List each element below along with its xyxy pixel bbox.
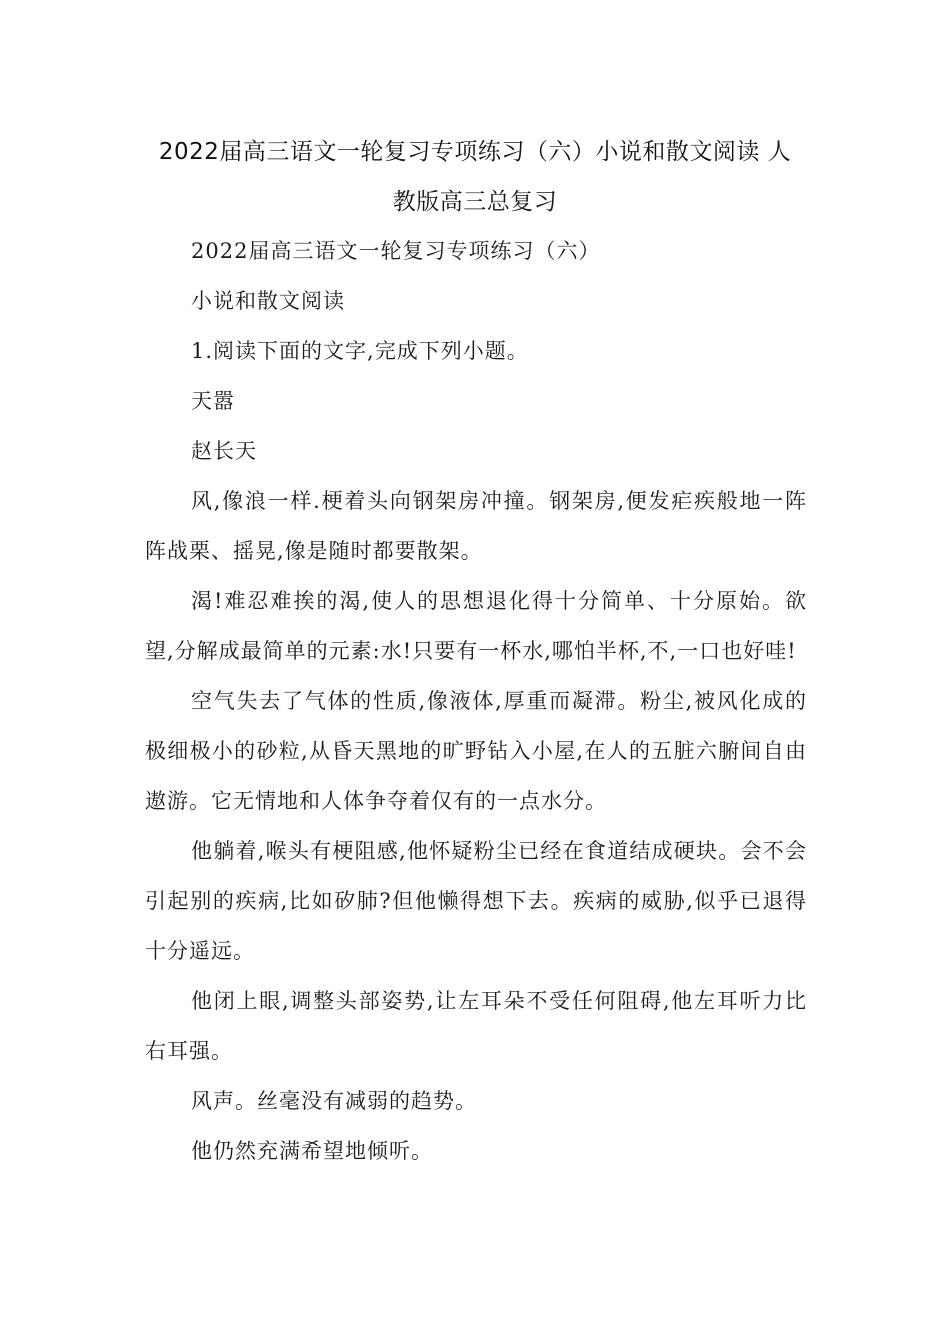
document-title [145,127,805,227]
story-paragraph: 风声。丝毫没有减弱的趋势。 [191,1089,477,1113]
story-paragraph: 他闭上眼,调整头部姿势,让左耳朵不受任何阻碍,他左耳听力比右耳强。 [145,989,807,1063]
title-line-2: 教版高三总复习 [392,189,558,215]
story-paragraph: 他躺着,喉头有梗阻感,他怀疑粉尘已经在食道结成硬块。会不会引起别的疾病,比如矽肺?但他懒得想下去。疾病的威胁,似乎已退得十分遥远。 [145,839,807,963]
story-paragraph: 空气失去了气体的性质,像液体,厚重而凝滞。粉尘,被风化成的极细极小的砂粒,从昏天黑地的旷野钻入小屋,在人的五脏六腑间自由遨游。它无情地和人体争夺着仅有的一点水分。 [145,689,807,813]
story-title: 天嚣 [191,389,235,413]
story-author: 赵长天 [191,439,257,463]
question-instruction: 1.阅读下面的文字,完成下列小题。 [191,339,529,363]
story-paragraph: 风,像浪一样.梗着头向钢架房冲撞。钢架房,便发疟疾般地一阵阵战栗、摇晃,像是随时都要散架。 [145,489,807,563]
story-paragraph: 渴!难忍难挨的渴,使人的思想退化得十分简单、十分原始。欲望,分解成最简单的元素:水!只要有一杯水,哪怕半杯,不,一口也好哇! [145,589,807,663]
section-heading: 小说和散文阅读 [191,289,345,313]
document-body [145,226,807,1176]
story-paragraph: 他仍然充满希望地倾听。 [191,1139,433,1163]
exercise-heading: 2022届高三语文一轮复习专项练习（六） [191,239,601,263]
title-line-1: 2022届高三语文一轮复习专项练习（六）小说和散文阅读 人 [158,139,792,165]
